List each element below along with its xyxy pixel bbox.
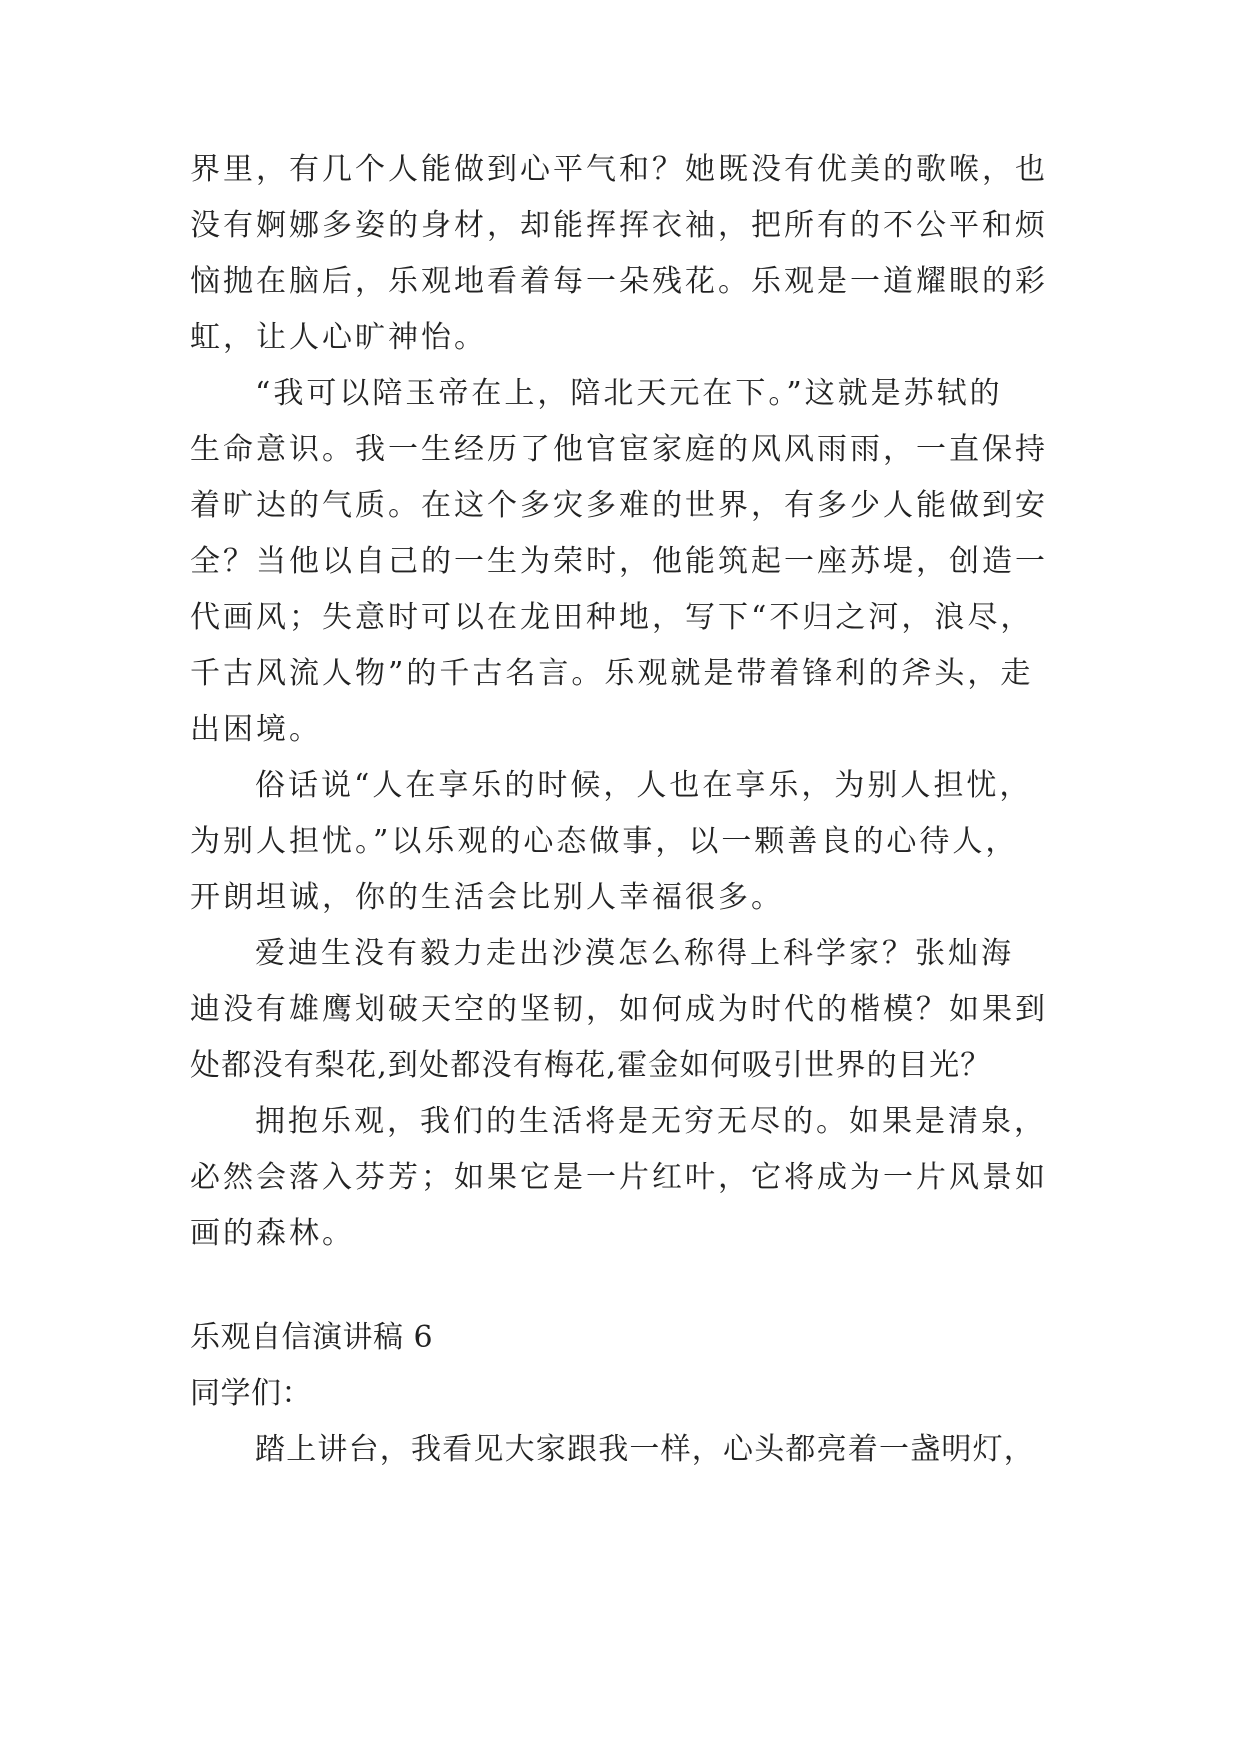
paragraph-line: 处都没有梨花,到处都没有梅花,霍金如何吸引世界的目光？: [190, 1048, 992, 1083]
paragraph-line: 代画风；失意时可以在龙田种地，写下“不归之河，浪尽，: [190, 600, 1034, 635]
paragraph-line: 全？当他以自己的一生为荣时，他能筑起一座苏堤，创造一: [190, 544, 1048, 579]
paragraph-line: 生命意识。我一生经历了他官宦家庭的风风雨雨，一直保持: [190, 432, 1048, 467]
paragraph-line: 爱迪生没有毅力走出沙漠怎么称得上科学家？张灿海: [255, 936, 1014, 971]
paragraph-line: 着旷达的气质。在这个多灾多难的世界，有多少人能做到安: [190, 488, 1048, 523]
paragraph-line: 画的森林。: [190, 1216, 355, 1251]
paragraph-line: 迪没有雄鹰划破天空的坚韧，如何成为时代的楷模？如果到: [190, 992, 1048, 1027]
paragraph-line: “我可以陪玉帝在上，陪北天元在下。”这就是苏轼的: [255, 376, 1003, 411]
salutation: 同学们：: [190, 1376, 312, 1411]
paragraph-line: 界里，有几个人能做到心平气和？她既没有优美的歌喉，也: [190, 152, 1048, 187]
paragraph-line: 开朗坦诚，你的生活会比别人幸福很多。: [190, 880, 784, 915]
paragraph-line: 为别人担忧。”以乐观的心态做事，以一颗善良的心待人，: [190, 824, 1019, 859]
paragraph-line: 恼抛在脑后，乐观地看着每一朵残花。乐观是一道耀眼的彩: [190, 264, 1048, 299]
paragraph-line: 没有婀娜多姿的身材，却能挥挥衣袖，把所有的不公平和烦: [190, 208, 1048, 243]
paragraph-line: 俗话说“人在享乐的时候，人也在享乐，为别人担忧，: [255, 768, 1033, 803]
section-heading: 乐观自信演讲稿 6: [190, 1320, 434, 1355]
paragraph-line: 必然会落入芬芳；如果它是一片红叶，它将成为一片风景如: [190, 1160, 1048, 1195]
paragraph-line: 出困境。: [190, 712, 322, 747]
paragraph-line: 千古风流人物”的千古名言。乐观就是带着锋利的斧头，走: [190, 656, 1034, 691]
paragraph-line: 拥抱乐观，我们的生活将是无穷无尽的。如果是清泉，: [255, 1104, 1047, 1139]
paragraph-line: 虹，让人心旷神怡。: [190, 320, 487, 355]
paragraph-line: 踏上讲台，我看见大家跟我一样，心头都亮着一盏明灯，: [255, 1432, 1035, 1467]
